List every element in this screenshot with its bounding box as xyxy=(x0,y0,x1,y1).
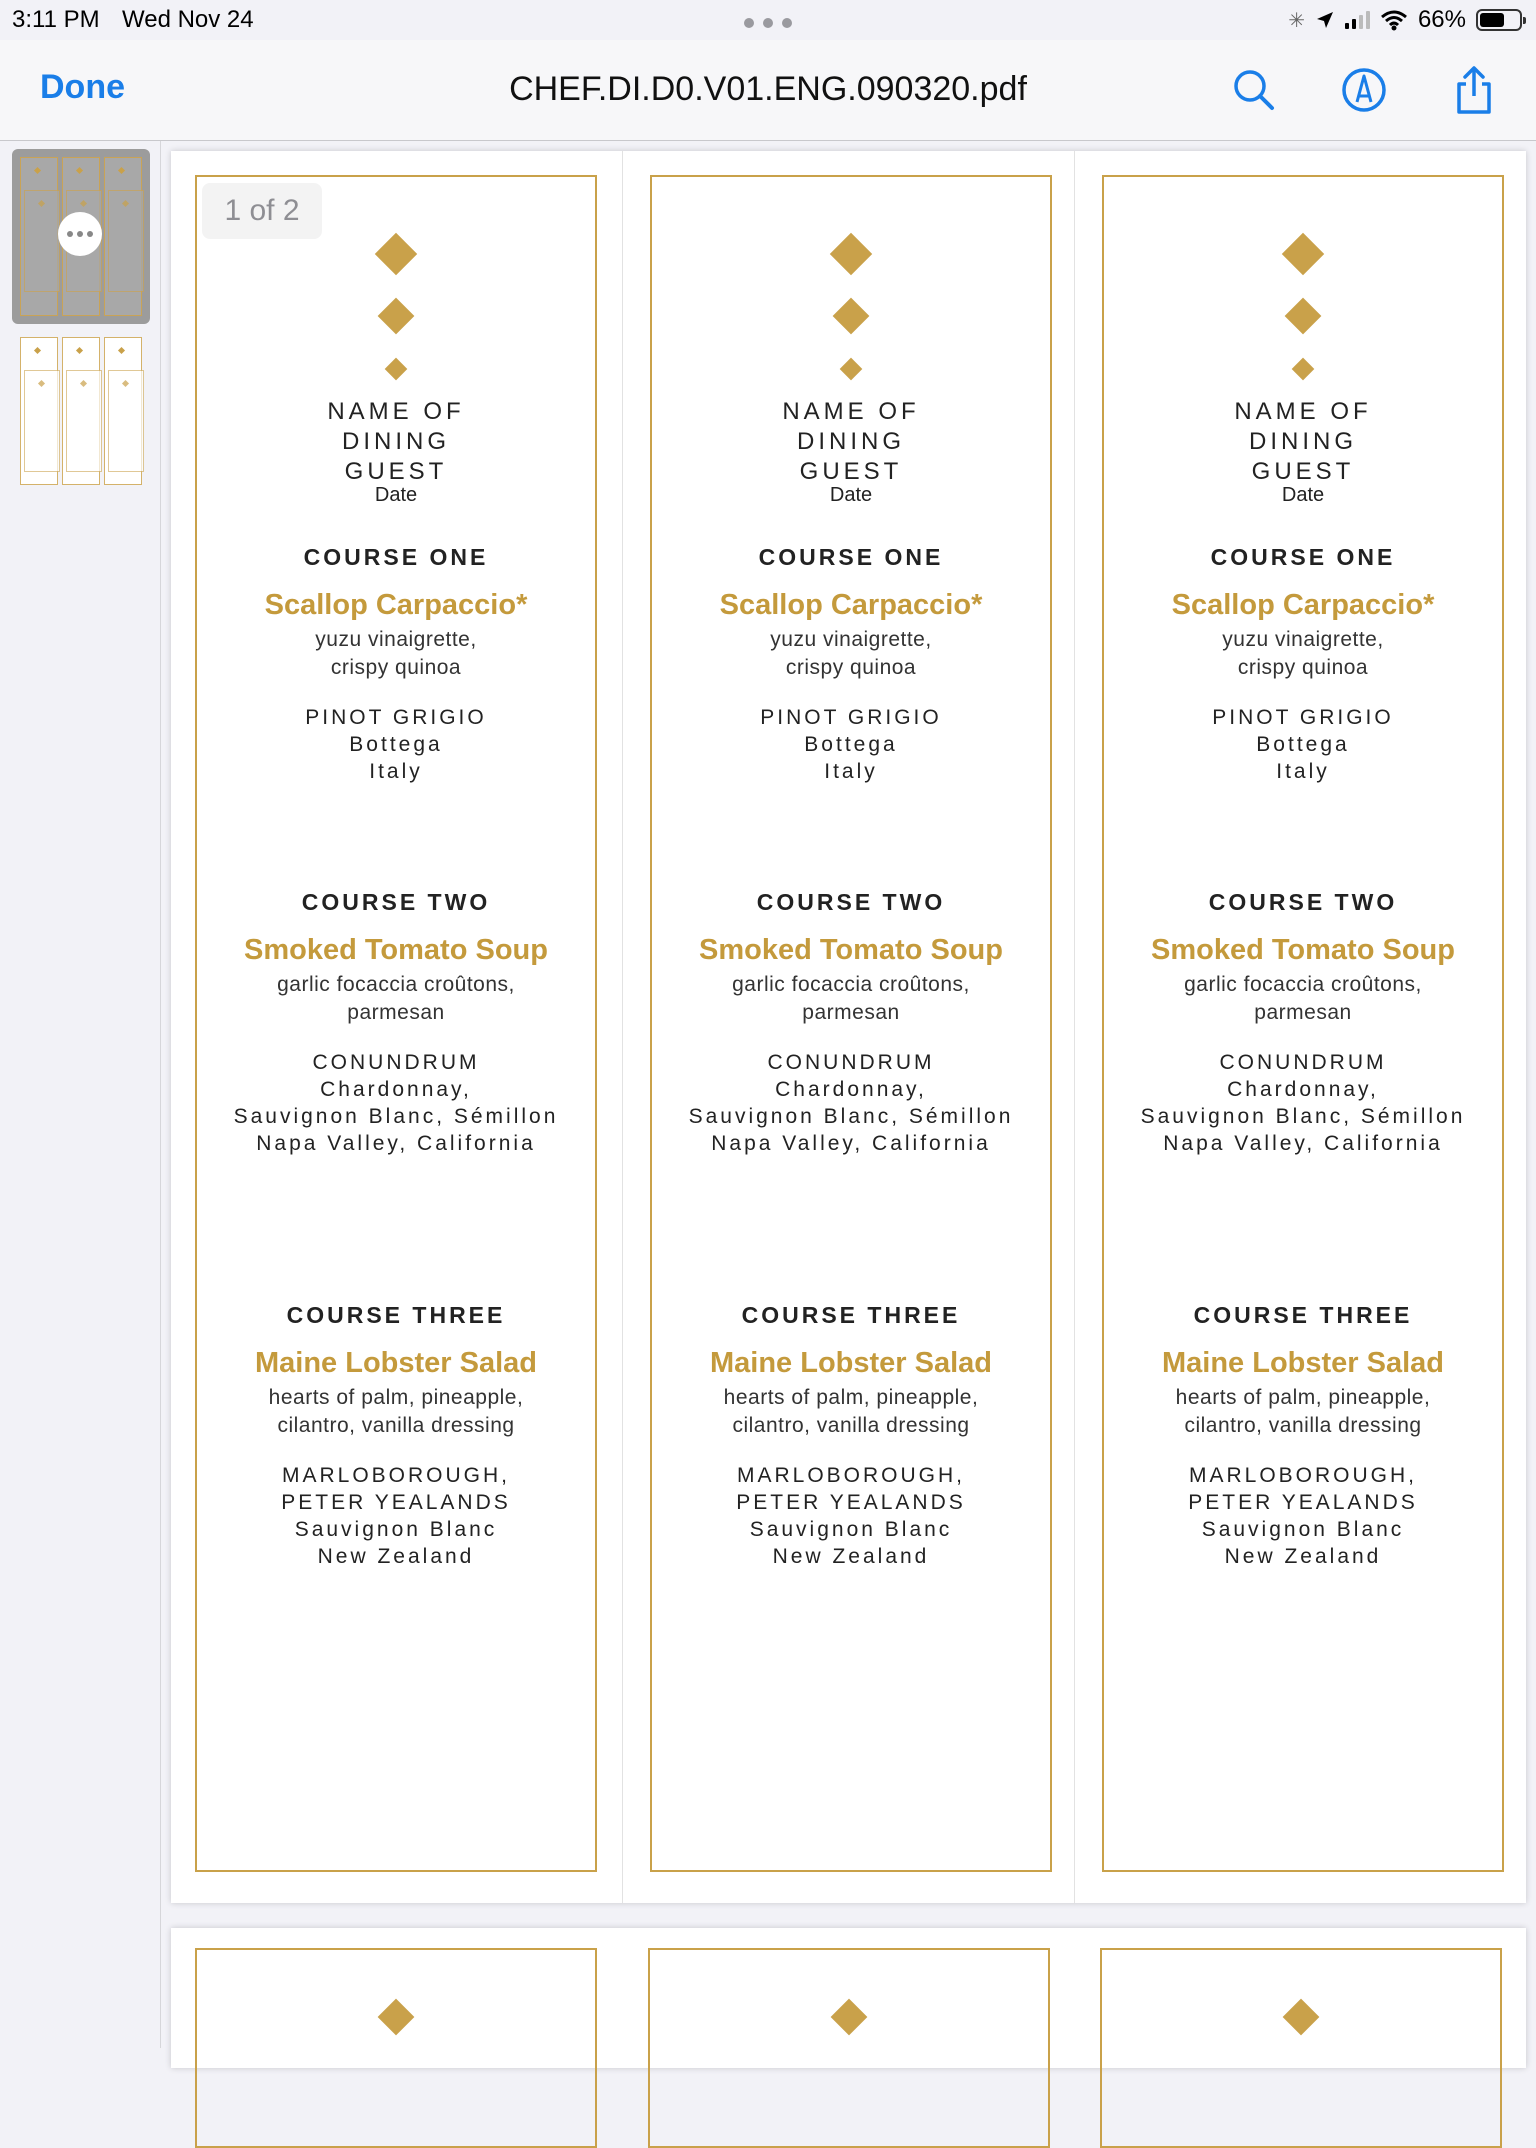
menu-date: Date xyxy=(829,484,873,506)
dish-description-line: cilantro, vanilla dressing xyxy=(277,1414,515,1437)
wine-pairing-line: CONUNDRUM xyxy=(1219,1051,1387,1074)
dish-description xyxy=(197,626,595,682)
course-section xyxy=(1104,889,1502,1157)
diamond-ornament-icon xyxy=(378,1999,415,2036)
status-indicators xyxy=(1288,6,1522,34)
wine-pairing-line: PETER YEALANDS xyxy=(736,1491,966,1514)
dish-name: Maine Lobster Salad xyxy=(1161,1347,1444,1379)
wine-pairing xyxy=(197,704,595,785)
course-heading: COURSE THREE xyxy=(286,1302,506,1328)
navigation-bar xyxy=(0,40,1536,141)
menu-card xyxy=(195,175,597,1872)
wine-pairing-line: MARLOBOROUGH, xyxy=(1188,1464,1418,1487)
search-icon[interactable] xyxy=(1228,64,1280,116)
dish-description-line: hearts of palm, pineapple, xyxy=(723,1386,979,1409)
dish-name: Smoked Tomato Soup xyxy=(1151,934,1455,966)
dish-description xyxy=(197,1384,595,1440)
course-section xyxy=(197,1302,595,1570)
dish-description xyxy=(1104,626,1502,682)
course-heading: COURSE ONE xyxy=(758,544,944,570)
dish-description-line: garlic focaccia croûtons, xyxy=(277,973,515,996)
wine-pairing xyxy=(652,704,1050,785)
dish-name: Smoked Tomato Soup xyxy=(699,934,1003,966)
wine-pairing xyxy=(197,1049,595,1157)
wine-pairing-line: New Zealand xyxy=(1224,1545,1382,1568)
wine-pairing xyxy=(652,1462,1050,1570)
course-section xyxy=(652,889,1050,1157)
dish-description-line: parmesan xyxy=(347,1001,445,1024)
diamond-ornament-icon xyxy=(1285,298,1322,335)
course-heading: COURSE TWO xyxy=(301,889,491,915)
dish-name: Scallop Carpaccio* xyxy=(1171,589,1435,621)
dish-description-line: hearts of palm, pineapple, xyxy=(268,1386,524,1409)
page-thumbnail-2[interactable] xyxy=(12,331,150,491)
activity-icon: ✳ xyxy=(1288,9,1305,32)
dish-description-line: garlic focaccia croûtons, xyxy=(732,973,970,996)
dish-description-line: yuzu vinaigrette, xyxy=(1222,628,1384,651)
diamond-ornament-icon xyxy=(831,1999,868,2036)
wine-pairing xyxy=(1104,1049,1502,1157)
dish-name: Maine Lobster Salad xyxy=(709,1347,992,1379)
wine-pairing-line: Sauvignon Blanc, Sémillon xyxy=(1140,1105,1466,1128)
diamond-ornament-icon xyxy=(1292,358,1315,381)
status-bar xyxy=(0,0,1536,40)
diamond-ornament-icon xyxy=(385,358,408,381)
dish-description-line: parmesan xyxy=(1254,1001,1352,1024)
dish-description-line: yuzu vinaigrette, xyxy=(770,628,932,651)
page-thumbnails-sidebar xyxy=(0,141,161,2048)
thumbnail-more-button[interactable] xyxy=(58,212,102,256)
wine-pairing-line: CONUNDRUM xyxy=(767,1051,935,1074)
wine-pairing-line: Bottega xyxy=(1256,733,1350,756)
wine-pairing-line: PETER YEALANDS xyxy=(281,1491,511,1514)
wine-pairing-line: Chardonnay, xyxy=(320,1078,472,1101)
dish-name: Smoked Tomato Soup xyxy=(244,934,548,966)
location-icon xyxy=(1315,10,1335,30)
wine-pairing-line: Sauvignon Blanc xyxy=(1201,1518,1405,1541)
dish-name: Scallop Carpaccio* xyxy=(719,589,983,621)
course-heading: COURSE TWO xyxy=(756,889,946,915)
diamond-ornament-icon xyxy=(378,298,415,335)
dish-description xyxy=(652,1384,1050,1440)
diamond-ornament-icon xyxy=(375,233,417,275)
wine-pairing-line: PINOT GRIGIO xyxy=(305,706,487,729)
guest-name: NAME OF DINING GUEST xyxy=(327,398,465,485)
page-indicator: 1 of 2 xyxy=(202,183,322,239)
pdf-page-1 xyxy=(171,151,1526,1903)
wine-pairing-line: Sauvignon Blanc, Sémillon xyxy=(688,1105,1014,1128)
dish-description-line: crispy quinoa xyxy=(330,656,462,679)
dish-description-line: garlic focaccia croûtons, xyxy=(1184,973,1422,996)
diamond-ornament-icon xyxy=(833,298,870,335)
wine-pairing-line: Bottega xyxy=(804,733,898,756)
diamond-ornament-icon xyxy=(830,233,872,275)
menu-date: Date xyxy=(1281,484,1325,506)
guest-name: NAME OF DINING GUEST xyxy=(1234,398,1372,485)
wine-pairing-line: Sauvignon Blanc xyxy=(294,1518,498,1541)
course-section xyxy=(197,889,595,1157)
wine-pairing-line: Sauvignon Blanc, Sémillon xyxy=(233,1105,559,1128)
menu-card xyxy=(650,175,1052,1872)
wifi-icon xyxy=(1380,9,1408,31)
dish-description xyxy=(652,626,1050,682)
wine-pairing-line: New Zealand xyxy=(772,1545,930,1568)
wine-pairing xyxy=(1104,1462,1502,1570)
dish-description-line: cilantro, vanilla dressing xyxy=(732,1414,970,1437)
dish-description-line: yuzu vinaigrette, xyxy=(315,628,477,651)
course-section xyxy=(1104,1302,1502,1570)
menu-card xyxy=(1100,1948,1502,2148)
course-heading: COURSE ONE xyxy=(1210,544,1396,570)
wine-pairing-line: PINOT GRIGIO xyxy=(760,706,942,729)
battery-percent: 66% xyxy=(1417,6,1466,33)
document-title: CHEF.DI.D0.V01.ENG.090320.pdf xyxy=(509,70,1027,108)
course-heading: COURSE THREE xyxy=(741,1302,961,1328)
wine-pairing-line: Italy xyxy=(369,760,423,783)
battery-icon xyxy=(1476,9,1522,31)
wine-pairing-line: Chardonnay, xyxy=(775,1078,927,1101)
wine-pairing xyxy=(197,1462,595,1570)
dish-description-line: parmesan xyxy=(802,1001,900,1024)
dish-name: Maine Lobster Salad xyxy=(254,1347,537,1379)
wine-pairing-line: Napa Valley, California xyxy=(1163,1132,1443,1155)
wine-pairing-line: Napa Valley, California xyxy=(711,1132,991,1155)
wine-pairing-line: Sauvignon Blanc xyxy=(749,1518,953,1541)
dish-description xyxy=(1104,1384,1502,1440)
diamond-ornament-icon xyxy=(840,358,863,381)
course-heading: COURSE THREE xyxy=(1193,1302,1413,1328)
dish-description xyxy=(197,971,595,1027)
guest-name: NAME OF DINING GUEST xyxy=(782,398,920,485)
dish-description xyxy=(652,971,1050,1027)
course-heading: COURSE TWO xyxy=(1208,889,1398,915)
dish-description xyxy=(1104,971,1502,1027)
wine-pairing-line: Chardonnay, xyxy=(1227,1078,1379,1101)
course-section xyxy=(197,544,595,785)
multitasking-handle[interactable] xyxy=(744,18,792,30)
wine-pairing-line: New Zealand xyxy=(317,1545,475,1568)
wine-pairing-line: Italy xyxy=(1276,760,1330,783)
wine-pairing-line: CONUNDRUM xyxy=(312,1051,480,1074)
wine-pairing-line: Italy xyxy=(824,760,878,783)
dish-description-line: crispy quinoa xyxy=(785,656,917,679)
menu-card xyxy=(1102,175,1504,1872)
menu-card xyxy=(648,1948,1050,2148)
status-date: Wed Nov 24 xyxy=(122,6,254,33)
dish-description-line: cilantro, vanilla dressing xyxy=(1184,1414,1422,1437)
dish-description-line: hearts of palm, pineapple, xyxy=(1175,1386,1431,1409)
wine-pairing-line: MARLOBOROUGH, xyxy=(281,1464,511,1487)
pdf-page-2 xyxy=(171,1928,1526,2068)
menu-card xyxy=(195,1948,597,2148)
dish-name: Scallop Carpaccio* xyxy=(264,589,528,621)
wine-pairing-line: Bottega xyxy=(349,733,443,756)
wine-pairing-line: PINOT GRIGIO xyxy=(1212,706,1394,729)
menu-date: Date xyxy=(374,484,418,506)
dish-description-line: crispy quinoa xyxy=(1237,656,1369,679)
diamond-ornament-icon xyxy=(1282,233,1324,275)
diamond-ornament-icon xyxy=(1283,1999,1320,2036)
markup-icon[interactable] xyxy=(1338,64,1390,116)
wine-pairing-line: PETER YEALANDS xyxy=(1188,1491,1418,1514)
done-button[interactable]: Done xyxy=(40,68,125,106)
status-time: 3:11 PM xyxy=(12,6,100,33)
course-heading: COURSE ONE xyxy=(303,544,489,570)
course-section xyxy=(1104,544,1502,785)
cellular-signal-icon xyxy=(1345,11,1370,29)
wine-pairing xyxy=(1104,704,1502,785)
course-section xyxy=(652,1302,1050,1570)
wine-pairing-line: MARLOBOROUGH, xyxy=(736,1464,966,1487)
share-icon[interactable] xyxy=(1448,64,1500,116)
course-section xyxy=(652,544,1050,785)
wine-pairing xyxy=(652,1049,1050,1157)
wine-pairing-line: Napa Valley, California xyxy=(256,1132,536,1155)
